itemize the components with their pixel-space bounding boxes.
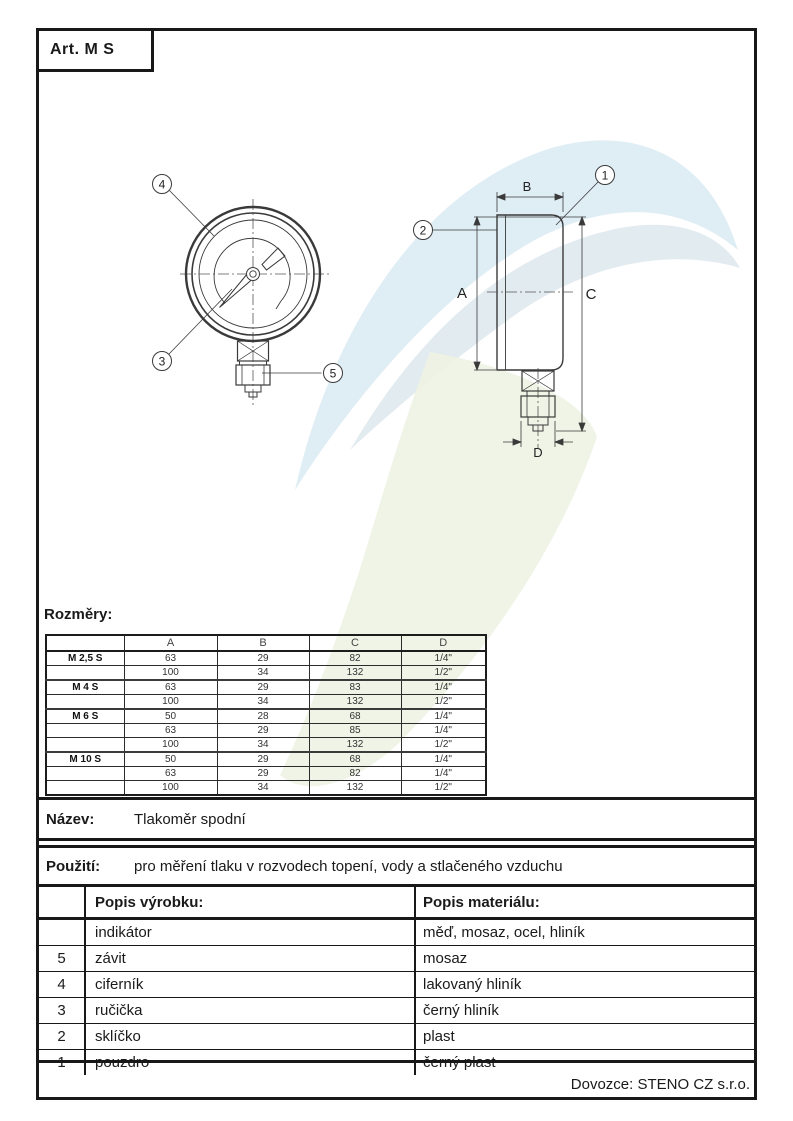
- dim-value-cell: 85: [309, 724, 401, 738]
- dim-model-cell: M 2,5 S: [46, 651, 124, 666]
- dim-value-cell: 82: [309, 767, 401, 781]
- product-material-cell: plast: [415, 1024, 754, 1050]
- dim-value-cell: 1/4": [401, 651, 486, 666]
- dim-label-a: A: [456, 285, 468, 302]
- dim-value-cell: 34: [217, 666, 309, 681]
- dim-value-cell: 34: [217, 695, 309, 710]
- dimension-row: [46, 651, 486, 666]
- product-row: [39, 998, 754, 1024]
- dimensions-table-header: [46, 635, 486, 651]
- dim-model-cell: [46, 724, 124, 738]
- callout-2-number: 2: [419, 223, 427, 238]
- dim-value-cell: 132: [309, 781, 401, 796]
- dimension-row: [46, 680, 486, 695]
- dim-model-cell: [46, 781, 124, 796]
- product-number-cell: 3: [39, 998, 85, 1024]
- product-description-cell: závit: [85, 946, 415, 972]
- dim-value-cell: 132: [309, 695, 401, 710]
- callout-1-number: 1: [601, 168, 609, 183]
- dim-model-cell: M 4 S: [46, 680, 124, 695]
- product-row: [39, 946, 754, 972]
- dim-value-cell: 29: [217, 651, 309, 666]
- callout-3-number: 3: [158, 354, 166, 369]
- dim-value-cell: 50: [124, 709, 217, 724]
- section-divider: [39, 838, 754, 841]
- product-description-cell: indikátor: [85, 919, 415, 946]
- dim-value-cell: 83: [309, 680, 401, 695]
- usage-value: pro měření tlaku v rozvodech topení, vody a stlačeného vzduchu: [134, 857, 563, 875]
- dimension-row: [46, 709, 486, 724]
- dim-model-cell: [46, 767, 124, 781]
- dim-col-d: D: [401, 635, 486, 651]
- importer-text: Dovozce: STENO CZ s.r.o.: [570, 1076, 750, 1093]
- product-col-material: Popis materiálu:: [415, 886, 754, 919]
- dimension-row: [46, 695, 486, 710]
- dim-model-cell: M 6 S: [46, 709, 124, 724]
- dim-model-cell: M 10 S: [46, 752, 124, 767]
- dimensions-table: [45, 634, 487, 796]
- callout-4-number: 4: [158, 177, 166, 192]
- dim-value-cell: 1/2": [401, 695, 486, 710]
- dim-value-cell: 100: [124, 666, 217, 681]
- dim-value-cell: 132: [309, 738, 401, 753]
- dimension-row: [46, 738, 486, 753]
- dim-value-cell: 1/4": [401, 767, 486, 781]
- dim-value-cell: 1/2": [401, 666, 486, 681]
- dim-value-cell: 63: [124, 724, 217, 738]
- dim-value-cell: 1/2": [401, 738, 486, 753]
- usage-label: Použití:: [46, 857, 101, 875]
- dimension-row: [46, 752, 486, 767]
- dim-value-cell: 68: [309, 709, 401, 724]
- dim-value-cell: 1/4": [401, 709, 486, 724]
- callout-5-number: 5: [329, 366, 337, 381]
- dimension-row: [46, 724, 486, 738]
- dim-value-cell: 100: [124, 695, 217, 710]
- dimension-row: [46, 781, 486, 796]
- dim-value-cell: 1/4": [401, 752, 486, 767]
- name-label: Název:: [46, 810, 95, 828]
- dim-col-a: A: [124, 635, 217, 651]
- dim-col-model: [46, 635, 124, 651]
- name-value: Tlakoměr spodní: [134, 810, 246, 828]
- dim-value-cell: 34: [217, 781, 309, 796]
- dim-value-cell: 50: [124, 752, 217, 767]
- product-number-cell: 5: [39, 946, 85, 972]
- dimension-row: [46, 767, 486, 781]
- dim-value-cell: 63: [124, 651, 217, 666]
- product-col-description: Popis výrobku:: [85, 886, 415, 919]
- dim-value-cell: 68: [309, 752, 401, 767]
- product-description-cell: sklíčko: [85, 1024, 415, 1050]
- dim-value-cell: 28: [217, 709, 309, 724]
- product-row: [39, 972, 754, 998]
- article-code-box: [36, 28, 154, 72]
- dim-col-c: C: [309, 635, 401, 651]
- product-description-cell: ručička: [85, 998, 415, 1024]
- dim-value-cell: 29: [217, 752, 309, 767]
- dim-value-cell: 82: [309, 651, 401, 666]
- product-description-cell: ciferník: [85, 972, 415, 998]
- dim-value-cell: 1/4": [401, 724, 486, 738]
- usage-row: [39, 848, 754, 884]
- product-material-cell: černý hliník: [415, 998, 754, 1024]
- dim-model-cell: [46, 666, 124, 681]
- dim-value-cell: 1/2": [401, 781, 486, 796]
- dim-model-cell: [46, 738, 124, 753]
- products-table: [39, 884, 754, 1075]
- dim-value-cell: 29: [217, 680, 309, 695]
- dim-col-b: B: [217, 635, 309, 651]
- dim-value-cell: 63: [124, 767, 217, 781]
- dim-label-d: D: [533, 445, 543, 460]
- dim-value-cell: 29: [217, 724, 309, 738]
- product-number-cell: 2: [39, 1024, 85, 1050]
- dim-label-b: B: [522, 179, 532, 194]
- dim-value-cell: 63: [124, 680, 217, 695]
- dim-value-cell: 29: [217, 767, 309, 781]
- article-code: Art. M S: [50, 41, 115, 58]
- importer-row: [39, 1063, 750, 1096]
- dimensions-title: Rozměry:: [44, 606, 113, 623]
- product-number-cell: 4: [39, 972, 85, 998]
- dim-value-cell: 100: [124, 781, 217, 796]
- product-material-cell: měď, mosaz, ocel, hliník: [423, 924, 585, 941]
- product-row: [39, 919, 754, 946]
- dim-value-cell: 132: [309, 666, 401, 681]
- dim-value-cell: 34: [217, 738, 309, 753]
- dim-model-cell: [46, 695, 124, 710]
- products-table-header: [39, 886, 754, 919]
- dimension-row: [46, 666, 486, 681]
- product-material-cell: mosaz: [415, 946, 754, 972]
- product-number-cell: [39, 919, 85, 946]
- dim-value-cell: 1/4": [401, 680, 486, 695]
- product-row: [39, 1024, 754, 1050]
- product-col-number: [39, 886, 85, 919]
- dim-value-cell: 100: [124, 738, 217, 753]
- name-row: [39, 800, 754, 838]
- product-material-cell: lakovaný hliník: [415, 972, 754, 998]
- dim-label-c: C: [585, 286, 597, 303]
